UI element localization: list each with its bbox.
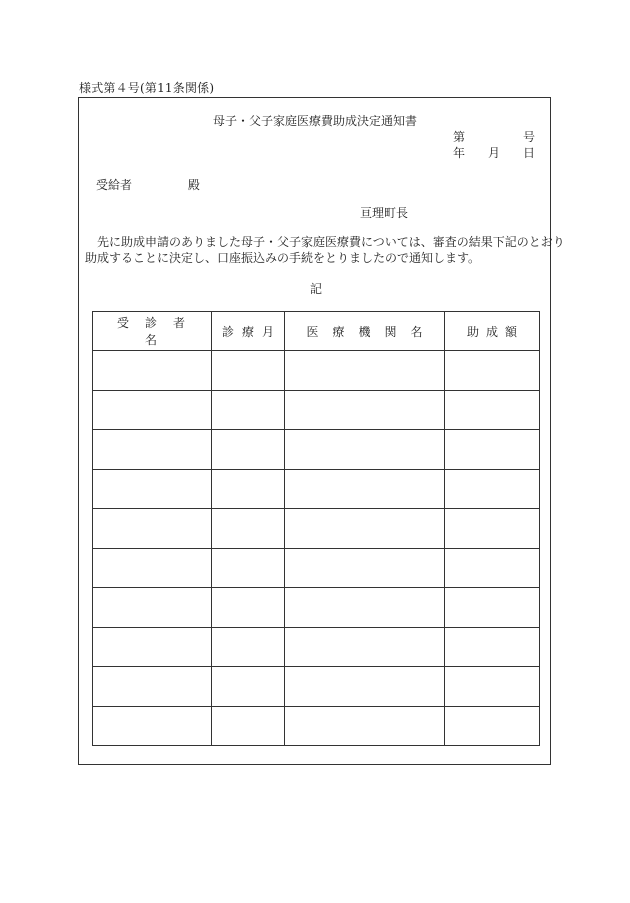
medical-institution-cell[interactable] [285,548,445,588]
header-patient-name: 受診者名 [93,312,212,351]
treatment-month-cell[interactable] [212,509,285,549]
table-row [93,351,540,391]
medical-institution-cell[interactable] [285,706,445,746]
table-row [93,469,540,509]
patient-name-cell[interactable] [93,588,212,628]
table-row [93,548,540,588]
medical-institution-cell[interactable] [285,430,445,470]
ki-heading: 記 [310,282,323,296]
treatment-month-cell[interactable] [212,588,285,628]
table-row [93,588,540,628]
treatment-month-cell[interactable] [212,667,285,707]
subsidy-table [92,311,540,746]
issuer-name: 亘理町長 [360,206,409,220]
subsidy-amount-cell[interactable] [445,667,540,707]
table-body [93,351,540,746]
table-row [93,627,540,667]
recipient-label: 受給者 [96,178,133,192]
patient-name-cell[interactable] [93,667,212,707]
patient-name-cell[interactable] [93,548,212,588]
subsidy-amount-cell[interactable] [445,627,540,667]
subsidy-amount-cell[interactable] [445,390,540,430]
subsidy-amount-cell[interactable] [445,509,540,549]
table-row [93,430,540,470]
document-number-line [453,128,535,145]
treatment-month-cell[interactable] [212,469,285,509]
treatment-month-cell[interactable] [212,390,285,430]
patient-name-cell[interactable] [93,351,212,391]
subsidy-amount-cell[interactable] [445,548,540,588]
notice-body [85,234,565,266]
subsidy-amount-cell[interactable] [445,351,540,391]
subsidy-amount-cell[interactable] [445,430,540,470]
patient-name-cell[interactable] [93,509,212,549]
table-row [93,390,540,430]
patient-name-cell[interactable] [93,390,212,430]
treatment-month-cell[interactable] [212,351,285,391]
subsidy-amount-cell[interactable] [445,469,540,509]
date-month: 月 [487,146,500,160]
subsidy-amount-cell[interactable] [445,588,540,628]
date-year: 年 [453,146,466,160]
medical-institution-cell[interactable] [285,627,445,667]
medical-institution-cell[interactable] [285,351,445,391]
medical-institution-cell[interactable] [285,667,445,707]
treatment-month-cell[interactable] [212,548,285,588]
document-date-line [453,144,535,161]
treatment-month-cell[interactable] [212,430,285,470]
table-row [93,509,540,549]
treatment-month-cell[interactable] [212,706,285,746]
medical-institution-cell[interactable] [285,390,445,430]
notice-body-line2: 助成することに決定し、口座振込みの手続をとりましたので通知します。 [85,251,481,265]
header-medical-institution: 医療機関名 [285,312,445,351]
form-number-label: 様式第４号(第11条関係) [79,81,215,95]
table-row [93,706,540,746]
treatment-month-cell[interactable] [212,627,285,667]
patient-name-cell[interactable] [93,430,212,470]
medical-institution-cell[interactable] [285,509,445,549]
medical-institution-cell[interactable] [285,469,445,509]
recipient-honorific: 殿 [187,178,200,192]
patient-name-cell[interactable] [93,627,212,667]
number-prefix: 第 [453,130,466,144]
subsidy-amount-cell[interactable] [445,706,540,746]
notice-body-line1: 先に助成申請のありました母子・父子家庭医療費については、審査の結果下記のとおり [97,235,565,249]
patient-name-cell[interactable] [93,469,212,509]
table-row [93,667,540,707]
number-suffix: 号 [522,130,535,144]
document-title: 母子・父子家庭医療費助成決定通知書 [212,114,417,128]
header-treatment-month: 診療月 [212,312,285,351]
date-day: 日 [522,146,535,160]
patient-name-cell[interactable] [93,706,212,746]
header-subsidy-amount: 助成額 [445,312,540,351]
table-header-row [93,312,540,351]
recipient-line [96,176,200,193]
medical-institution-cell[interactable] [285,588,445,628]
